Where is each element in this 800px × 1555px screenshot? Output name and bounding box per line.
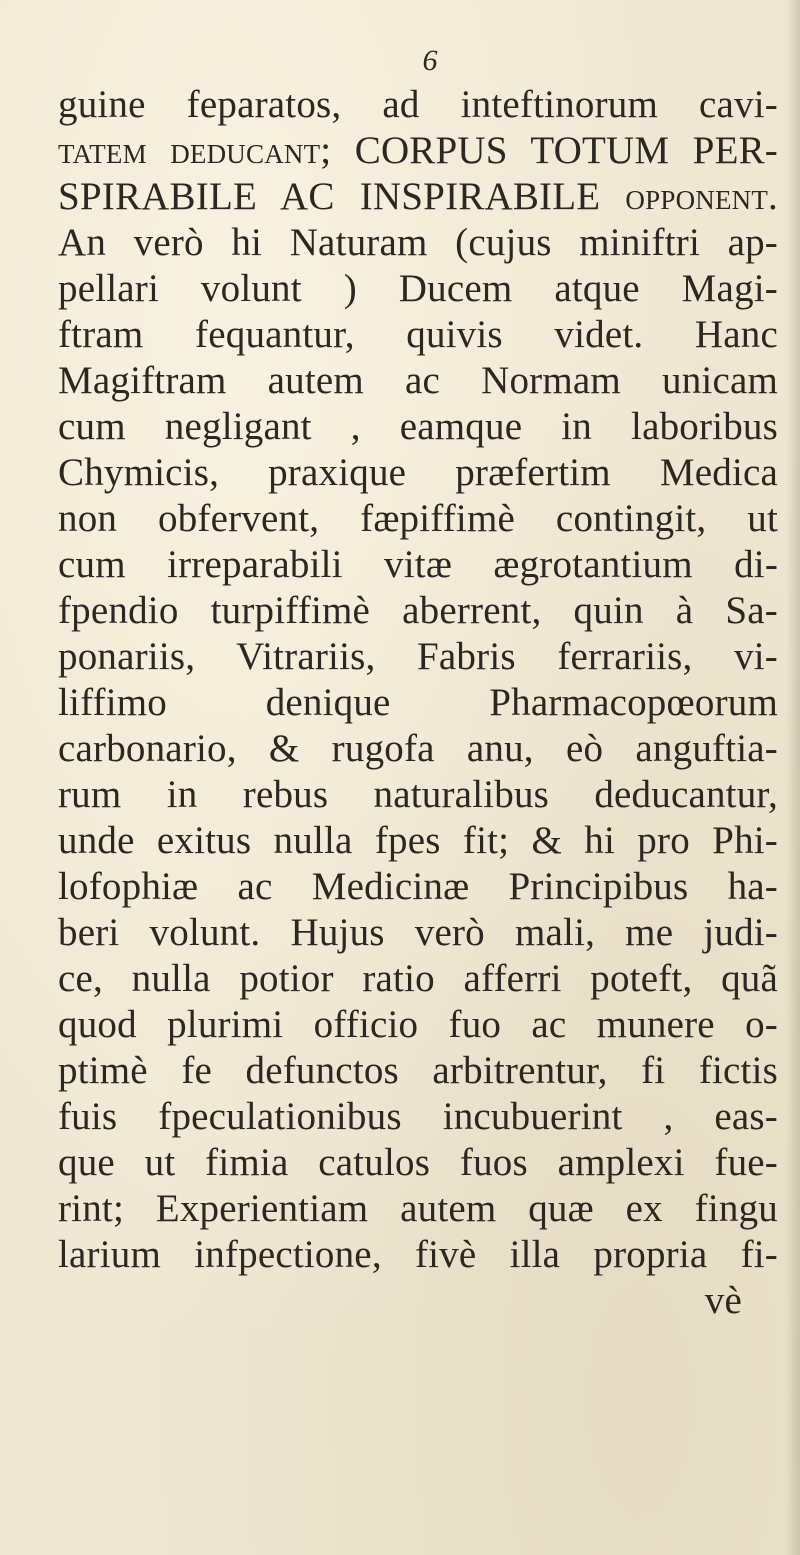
text-line: guine feparatos, ad inteftinorum cavi-: [58, 83, 778, 126]
text-line: cum negligant , eamque in laboribus: [58, 405, 778, 448]
text-line: unde exitus nulla fpes fit; & hi pro Phi-: [58, 819, 778, 862]
text-line: rum in rebus naturalibus deducantur,: [58, 773, 778, 816]
text-line: cum irreparabili vitæ ægrotantium di-: [58, 543, 778, 586]
text-line: fpendio turpiffimè aberrent, quin à Sa-: [58, 589, 778, 632]
text-line: pellari volunt ) Ducem atque Magi-: [58, 267, 778, 310]
text-line: ptimè fe defunctos arbitrentur, fi fictis: [58, 1049, 778, 1092]
text-line: que ut fimia catulos fuos amplexi fue-: [58, 1141, 778, 1184]
text-line: non obfervent, fæpiffimè contingit, ut: [58, 497, 778, 540]
text-line: ponariis, Vitrariis, Fabris ferrariis, vi-: [58, 635, 778, 678]
text-line: ftram fequantur, quivis videt. Hanc: [58, 313, 778, 356]
text-line: ce, nulla potior ratio afferri poteft, quã: [58, 957, 778, 1000]
text-line: tatem deducant; CORPUS TOTUM PER-: [58, 129, 778, 172]
text-line: liffimo denique Pharmacopœorum: [58, 681, 778, 724]
page-number: 6: [422, 44, 438, 77]
text-line: lofophiæ ac Medicinæ Principibus ha-: [58, 865, 778, 908]
catchword: vè: [704, 1279, 742, 1322]
text-line: carbonario, & rugofa anu, eò anguftia-: [58, 727, 778, 770]
text-line: larium infpectione, fivè illa propria fi-: [58, 1233, 778, 1276]
text-line: SPIRABILE AC INSPIRABILE opponent.: [58, 175, 778, 218]
text-line: beri volunt. Hujus verò mali, me judi-: [58, 911, 778, 954]
text-line: Chymicis, praxique præfertim Medica: [58, 451, 778, 494]
text-line: Magiftram autem ac Normam unicam: [58, 359, 778, 402]
text-line: quod plurimi officio fuo ac munere o-: [58, 1003, 778, 1046]
text-line: rint; Experientiam autem quæ ex fingu: [58, 1187, 778, 1230]
page-edge-shadow: [786, 0, 800, 1555]
text-line: An verò hi Naturam (cujus miniftri ap-: [58, 221, 778, 264]
body-text: [58, 82, 778, 1324]
text-line: fuis fpeculationibus incubuerint , eas-: [58, 1095, 778, 1138]
